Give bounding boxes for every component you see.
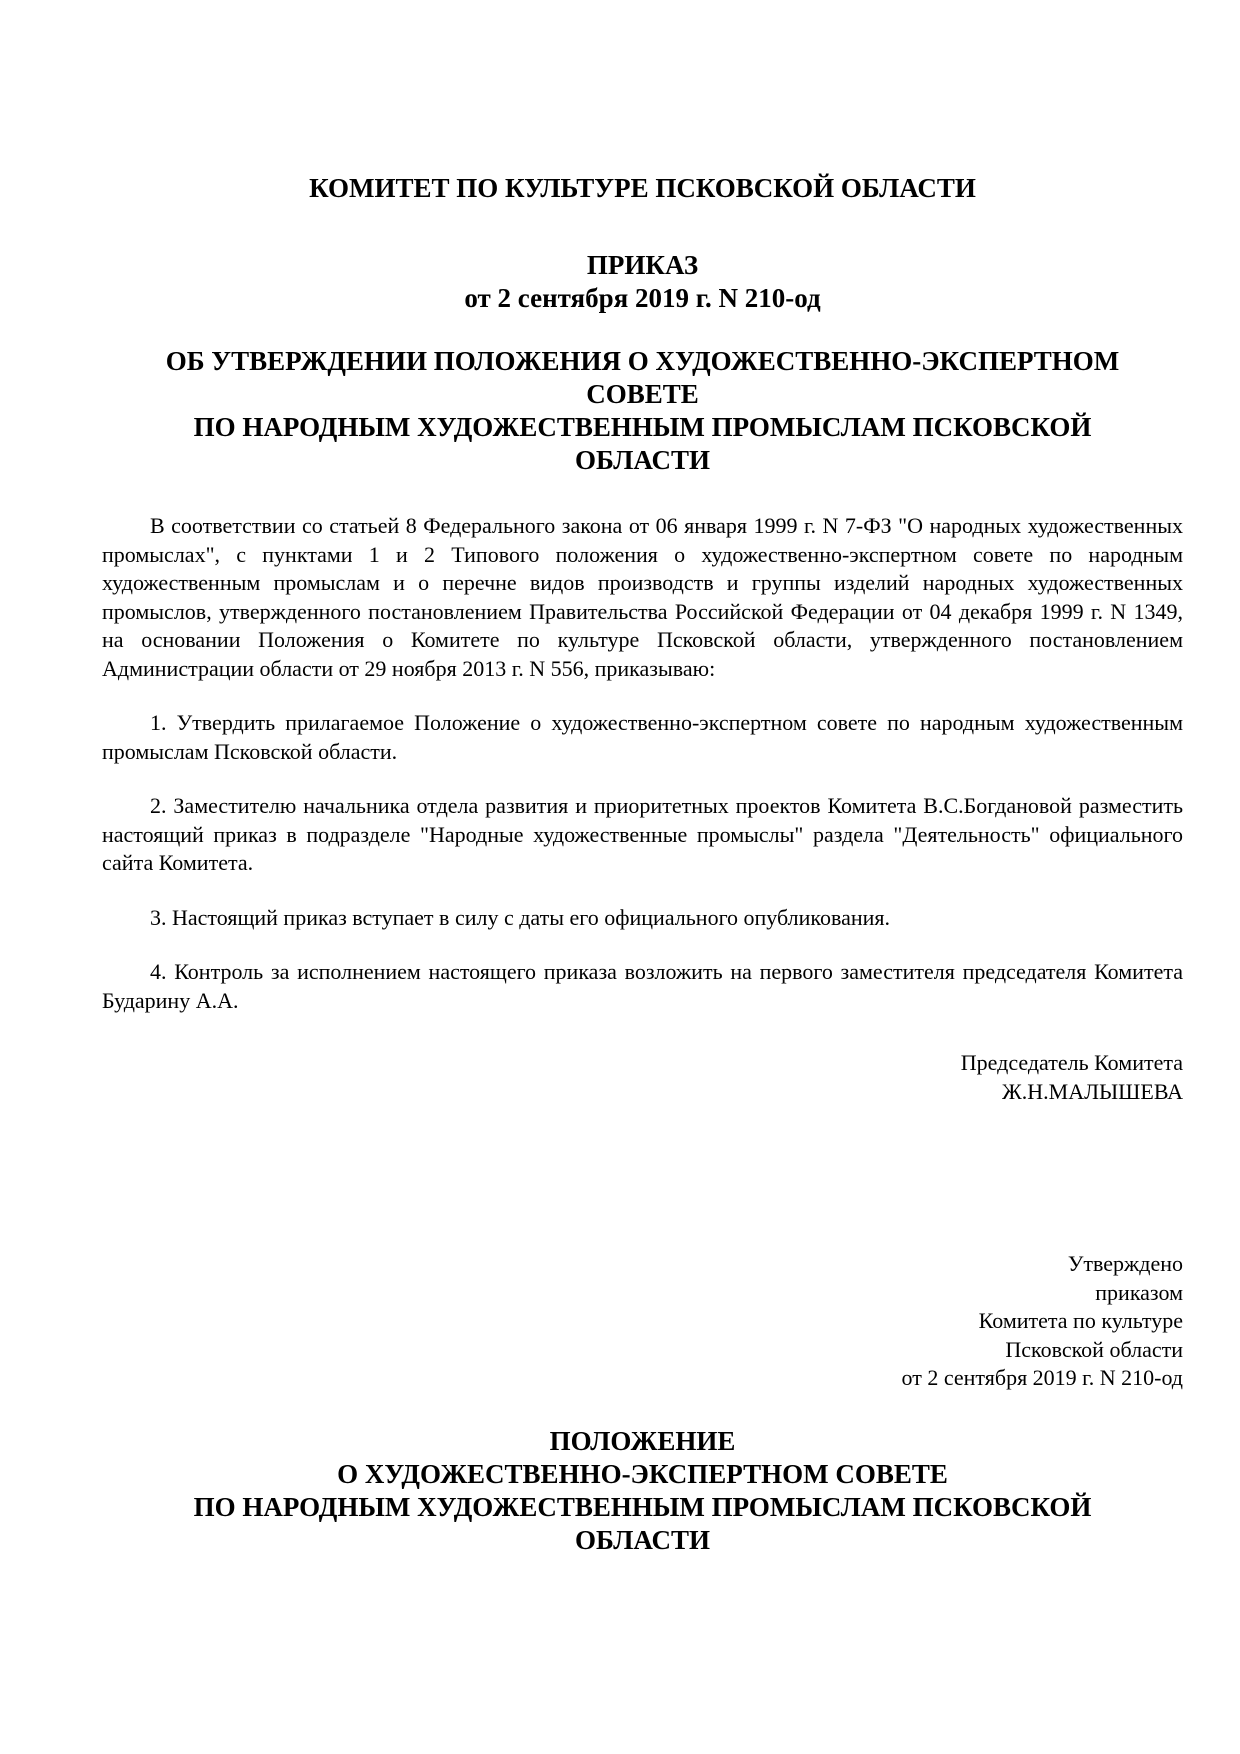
order-item-2: 2. Заместителю начальника отдела развития и приоритетных проектов Комитета В.С.Богдановой разместить настоящий приказ в подразделе "Народные художественные промыслы" раздела "Деятельность" официального сайта Комитета.: [102, 793, 1183, 875]
approval-line-2: приказом: [1095, 1279, 1183, 1305]
doc-title-line-4: ОБЛАСТИ: [575, 445, 710, 475]
order-item-4: 4. Контроль за исполнением настоящего приказа возложить на первого заместителя председателя Комитета Бударину А.А.: [102, 959, 1183, 1013]
doc-title-line-3: ПО НАРОДНЫМ ХУДОЖЕСТВЕННЫМ ПРОМЫСЛАМ ПСКОВСКОЙ: [193, 412, 1092, 442]
order-item-3: 3. Настоящий приказ вступает в силу с даты его официального опубликования.: [150, 904, 891, 930]
signature-position: Председатель Комитета: [960, 1050, 1183, 1075]
attachment-title-line-2: О ХУДОЖЕСТВЕННО-ЭКСПЕРТНОМ СОВЕТЕ: [337, 1458, 948, 1489]
attachment-title-line-3: ПО НАРОДНЫМ ХУДОЖЕСТВЕННЫМ ПРОМЫСЛАМ ПСКОВСКОЙ: [193, 1491, 1092, 1522]
approval-block: [102, 1250, 1183, 1393]
signature-block: [102, 1049, 1183, 1106]
signature-name: Ж.Н.МАЛЫШЕВА: [1002, 1078, 1183, 1104]
doc-type: ПРИКАЗ: [586, 250, 699, 280]
attachment-title: [102, 1425, 1183, 1557]
approval-line-3: Комитета по культуре: [978, 1308, 1183, 1333]
attachment-title-line-1: ПОЛОЖЕНИЕ: [549, 1425, 736, 1456]
doc-title-line-2: СОВЕТЕ: [586, 379, 699, 409]
doc-title: [102, 345, 1183, 477]
organization-name: КОМИТЕТ ПО КУЛЬТУРЕ ПСКОВСКОЙ ОБЛАСТИ: [309, 173, 976, 203]
approval-line-1: Утверждено: [1067, 1251, 1183, 1276]
doc-type-block: [102, 249, 1183, 315]
order-item-1: 1. Утвердить прилагаемое Положение о художественно-экспертном совете по народным художественным промыслам Псковской области.: [102, 710, 1183, 764]
approval-line-5: от 2 сентября 2019 г. N 210-од: [901, 1365, 1183, 1390]
approval-line-4: Псковской области: [1005, 1336, 1183, 1362]
doc-date-number: от 2 сентября 2019 г. N 210-од: [464, 283, 821, 313]
attachment-title-line-4: ОБЛАСТИ: [575, 1524, 710, 1555]
intro-paragraph: В соответствии со статьей 8 Федерального закона от 06 января 1999 г. N 7-ФЗ "О народных художественных промыслах", с пунктами 1 и 2 Типового положения о художественно-экспертном совете по народным художественным промыслам и о перечне видов производств и группы изделий народных художественных промыслов, утвержденного постановлением Правительства Российской Федерации от 04 декабря 1999 г. N 1349, на основании Положения о Комитете по культуре Псковской области, утвержденного постановлением Администрации области от 29 ноября 2013 г. N 556, приказываю:: [102, 513, 1183, 681]
doc-title-line-1: ОБ УТВЕРЖДЕНИИ ПОЛОЖЕНИЯ О ХУДОЖЕСТВЕННО-ЭКСПЕРТНОМ: [165, 346, 1120, 376]
